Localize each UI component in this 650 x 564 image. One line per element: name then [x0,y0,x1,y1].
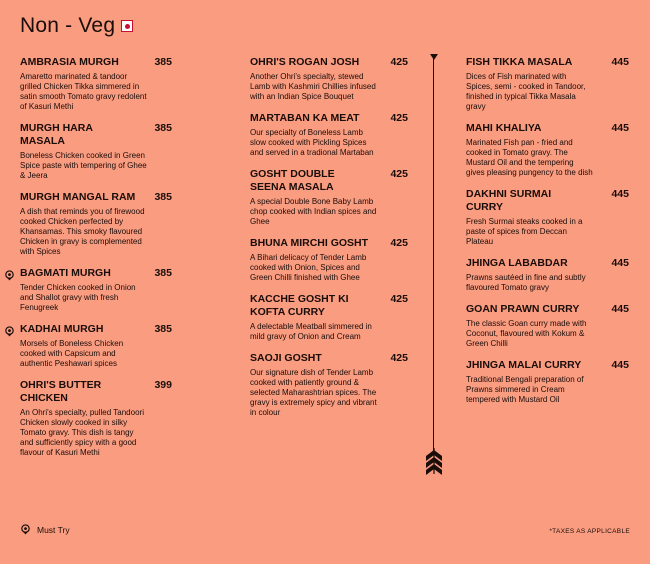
menu-item-name: MARTABAN KA MEAT [250,112,360,124]
menu-item [20,379,172,458]
arrow-fletching-icon [422,446,446,476]
menu-item-name: MURGH MANGAL RAM [20,191,136,203]
menu-item-price: 445 [611,56,629,68]
menu-item-description: Fresh Surmai steaks cooked in a paste of spices from Deccan Plateau [466,217,583,246]
menu-item-description: A Bihari delicacy of Tender Lamb cooked with Onion, Spices and Green Chilli finished with Ghee [250,253,367,282]
menu-item [20,191,172,257]
menu-item-price: 445 [611,122,629,134]
menu-item [20,267,172,313]
menu-item-description: Traditional Bengali preparation of Prawns simmered in Cream tempered with Mustard Oil [466,375,584,404]
menu-item-name: OHRI'S BUTTER CHICKEN [20,379,102,404]
menu-item [250,112,408,158]
menu-item [466,359,629,405]
menu-item [466,188,629,247]
menu-column-seafood [466,56,629,415]
menu-item [20,122,172,181]
menu-item-price: 425 [390,56,408,68]
menu-item-name: AMBRASIA MURGH [20,56,119,68]
menu-item [466,257,629,293]
menu-item-description: Morsels of Boneless Chicken cooked with Capsicum and authentic Peshawari spices [20,339,124,368]
menu-item-price: 385 [154,56,172,68]
menu-item-price: 399 [154,379,172,391]
menu-item-description: Our specialty of Boneless Lamb slow cooked with Pickling Spices and served in a tradional Martaban [250,128,374,157]
taxes-note: *TAXES AS APPLICABLE [549,528,630,535]
menu-item-description: A special Double Bone Baby Lamb chop cooked with Indian spices and Ghee [250,197,377,226]
menu-item-name: JHINGA MALAI CURRY [466,359,582,371]
menu-item [466,122,629,178]
menu-item-description: An Ohri's specialty, pulled Tandoori Chicken slowly cooked in silky Tomato gravy. This dish is tangy and sufficiently spicy with a good flavour of Kasuri Methi [20,408,144,457]
menu-item-name: OHRI'S ROGAN JOSH [250,56,360,68]
menu-item-description: Our signature dish of Tender Lamb cooked with patiently ground & selected Maharashtrian spices. The gravy is extremely spicy and vibrant in colour [250,368,377,417]
menu-item-name: BAGMATI MURGH [20,267,111,279]
menu-item-price: 425 [390,352,408,364]
menu-item-price: 425 [390,168,408,180]
menu-item-description: A dish that reminds you of firewood cooked Chicken perfected by Khansamas. This smoky flavoured Chicken in gravy is complemented with Spices [20,207,145,256]
menu-item-price: 445 [611,188,629,200]
menu-item [466,56,629,112]
menu-item [250,293,408,342]
menu-item-description: Marinated Fish pan - fried and cooked in Tomato gravy. The Mustard Oil and the tempering gives pleasing pungency to the dish [466,138,593,177]
must-try-pin-icon [20,524,31,535]
arrow-divider [433,56,434,454]
page-header [20,14,133,38]
menu-item-price: 425 [390,112,408,124]
menu-item-name: GOSHT DOUBLE SEENA MASALA [250,168,335,193]
menu-item-name: GOAN PRAWN CURRY [466,303,580,315]
menu-item [250,352,408,418]
menu-item [20,323,172,369]
menu-item-price: 425 [390,237,408,249]
menu-item-name: BHUNA MIRCHI GOSHT [250,237,369,249]
must-try-legend [20,524,70,535]
menu-item-description: Tender Chicken cooked in Onion and Shallot gravy with fresh Fenugreek [20,283,136,312]
menu-item-description: Another Ohri's specialty, stewed Lamb with Kashmiri Chillies infused with an Indian Spice Bouquet [250,72,376,101]
must-try-label: Must Try [37,524,70,535]
menu-item-name: DAKHNI SURMAI CURRY [466,188,552,213]
must-try-pin-icon [4,324,15,335]
menu-item [250,168,408,227]
menu-item-price: 385 [154,122,172,134]
menu-item-price: 425 [390,293,408,305]
menu-item-name: FISH TIKKA MASALA [466,56,573,68]
menu-item-description: The classic Goan curry made with Coconut, flavoured with Kokum & Green Chilli [466,319,587,348]
page-title: Non - Veg [20,14,116,37]
menu-item-description: Amaretto marinated & tandoor grilled Chicken Tikka simmered in satin smooth Tomato gravy redolent of Kasuri Methi [20,72,147,111]
menu-item-name: KADHAI MURGH [20,323,104,335]
menu-item [20,56,172,112]
menu-item-price: 445 [611,359,629,371]
must-try-pin-icon [4,268,15,279]
menu-item-name: MAHI KHALIYA [466,122,542,134]
menu-item-name: SAOJI GOSHT [250,352,322,364]
menu-item-description: A delectable Meatball simmered in mild gravy of Onion and Cream [250,322,372,341]
menu-item [250,56,408,102]
menu-item-price: 445 [611,257,629,269]
menu-column-lamb [250,56,408,428]
menu-item-name: KACCHE GOSHT KI KOFTA CURRY [250,293,349,318]
menu-item-price: 385 [154,323,172,335]
menu-item-name: JHINGA LABABDAR [466,257,568,269]
menu-item-name: MURGH HARA MASALA [20,122,93,147]
menu-item-price: 445 [611,303,629,315]
menu-column-chicken [20,56,172,468]
arrow-head-icon [430,54,438,60]
menu-item [466,303,629,349]
non-veg-mark-icon [121,20,133,32]
menu-item-price: 385 [154,267,172,279]
menu-item [250,237,408,283]
menu-item-description: Dices of Fish marinated with Spices, semi - cooked in Tandoor, finished in typical Tikka Masala gravy [466,72,586,111]
menu-item-price: 385 [154,191,172,203]
menu-item-description: Boneless Chicken cooked in Green Spice paste with tempering of Ghee & Jeera [20,151,147,180]
menu-item-description: Prawns sautéed in fine and subtly flavoured Tomato gravy [466,273,586,292]
